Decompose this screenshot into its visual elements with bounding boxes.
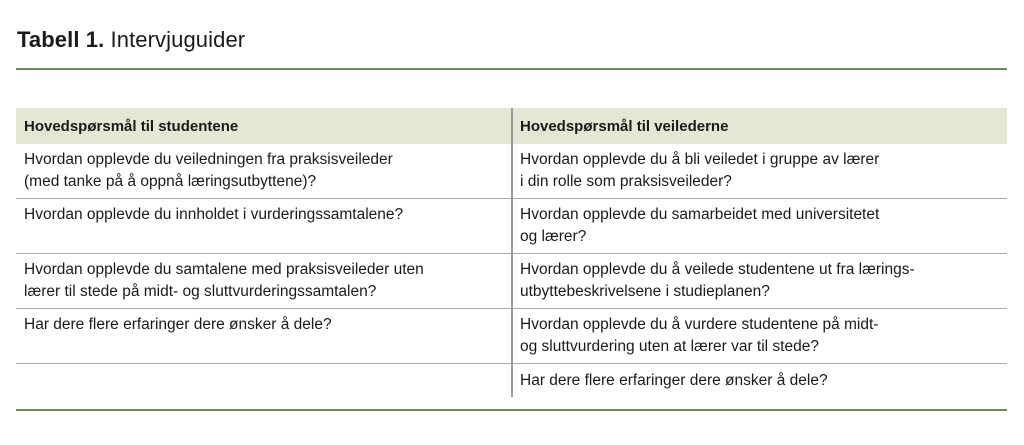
line: Hvordan opplevde du innholdet i vurderingssamtalene?: [24, 206, 404, 223]
student-question-empty: [16, 364, 512, 398]
table-row: [16, 254, 1007, 309]
table-row: [16, 364, 1007, 398]
line: lærer til stede på midt- og sluttvurderingssamtalen?: [24, 283, 377, 300]
line: og lærer?: [520, 228, 587, 245]
supervisor-question: [512, 254, 1007, 309]
supervisor-question: [512, 309, 1007, 364]
line: utbyttebeskrivelsene i studieplanen?: [520, 283, 770, 300]
supervisor-question: [512, 199, 1007, 254]
caption-label: Tabell 1.: [17, 27, 105, 52]
line: Har dere flere erfaringer dere ønsker å dele?: [24, 316, 332, 333]
line: Har dere flere erfaringer dere ønsker å dele?: [520, 372, 828, 389]
table-row: [16, 199, 1007, 254]
student-question: [16, 309, 512, 364]
table-caption: [17, 26, 245, 54]
header-supervisors: Hovedspørsmål til veilederne: [512, 108, 1007, 144]
line: Hvordan opplevde du samarbeidet med universitetet: [520, 206, 880, 223]
student-question: [16, 254, 512, 309]
line: i din rolle som praksisveileder?: [520, 173, 732, 190]
bottom-rule: [16, 409, 1007, 411]
line: Hvordan opplevde du å veilede studentene ut fra lærings-: [520, 261, 915, 278]
line: Hvordan opplevde du veiledningen fra praksisveileder: [24, 151, 393, 168]
top-rule: [16, 68, 1007, 70]
supervisor-question: [512, 364, 1007, 398]
interview-guide-table: [16, 108, 1007, 397]
student-question: [16, 144, 512, 199]
student-question: [16, 199, 512, 254]
line: (med tanke på å oppnå læringsutbyttene)?: [24, 173, 317, 190]
header-students: Hovedspørsmål til studentene: [16, 108, 512, 144]
line: Hvordan opplevde du samtalene med praksisveileder uten: [24, 261, 424, 278]
table-row: [16, 309, 1007, 364]
caption-text: Intervjuguider: [110, 27, 246, 52]
line: Hvordan opplevde du å vurdere studentene på midt-: [520, 316, 879, 333]
header-row: [16, 108, 1007, 144]
table-row: [16, 144, 1007, 199]
supervisor-question: [512, 144, 1007, 199]
line: og sluttvurdering uten at lærer var til stede?: [520, 338, 819, 355]
line: Hvordan opplevde du å bli veiledet i gruppe av lærer: [520, 151, 880, 168]
